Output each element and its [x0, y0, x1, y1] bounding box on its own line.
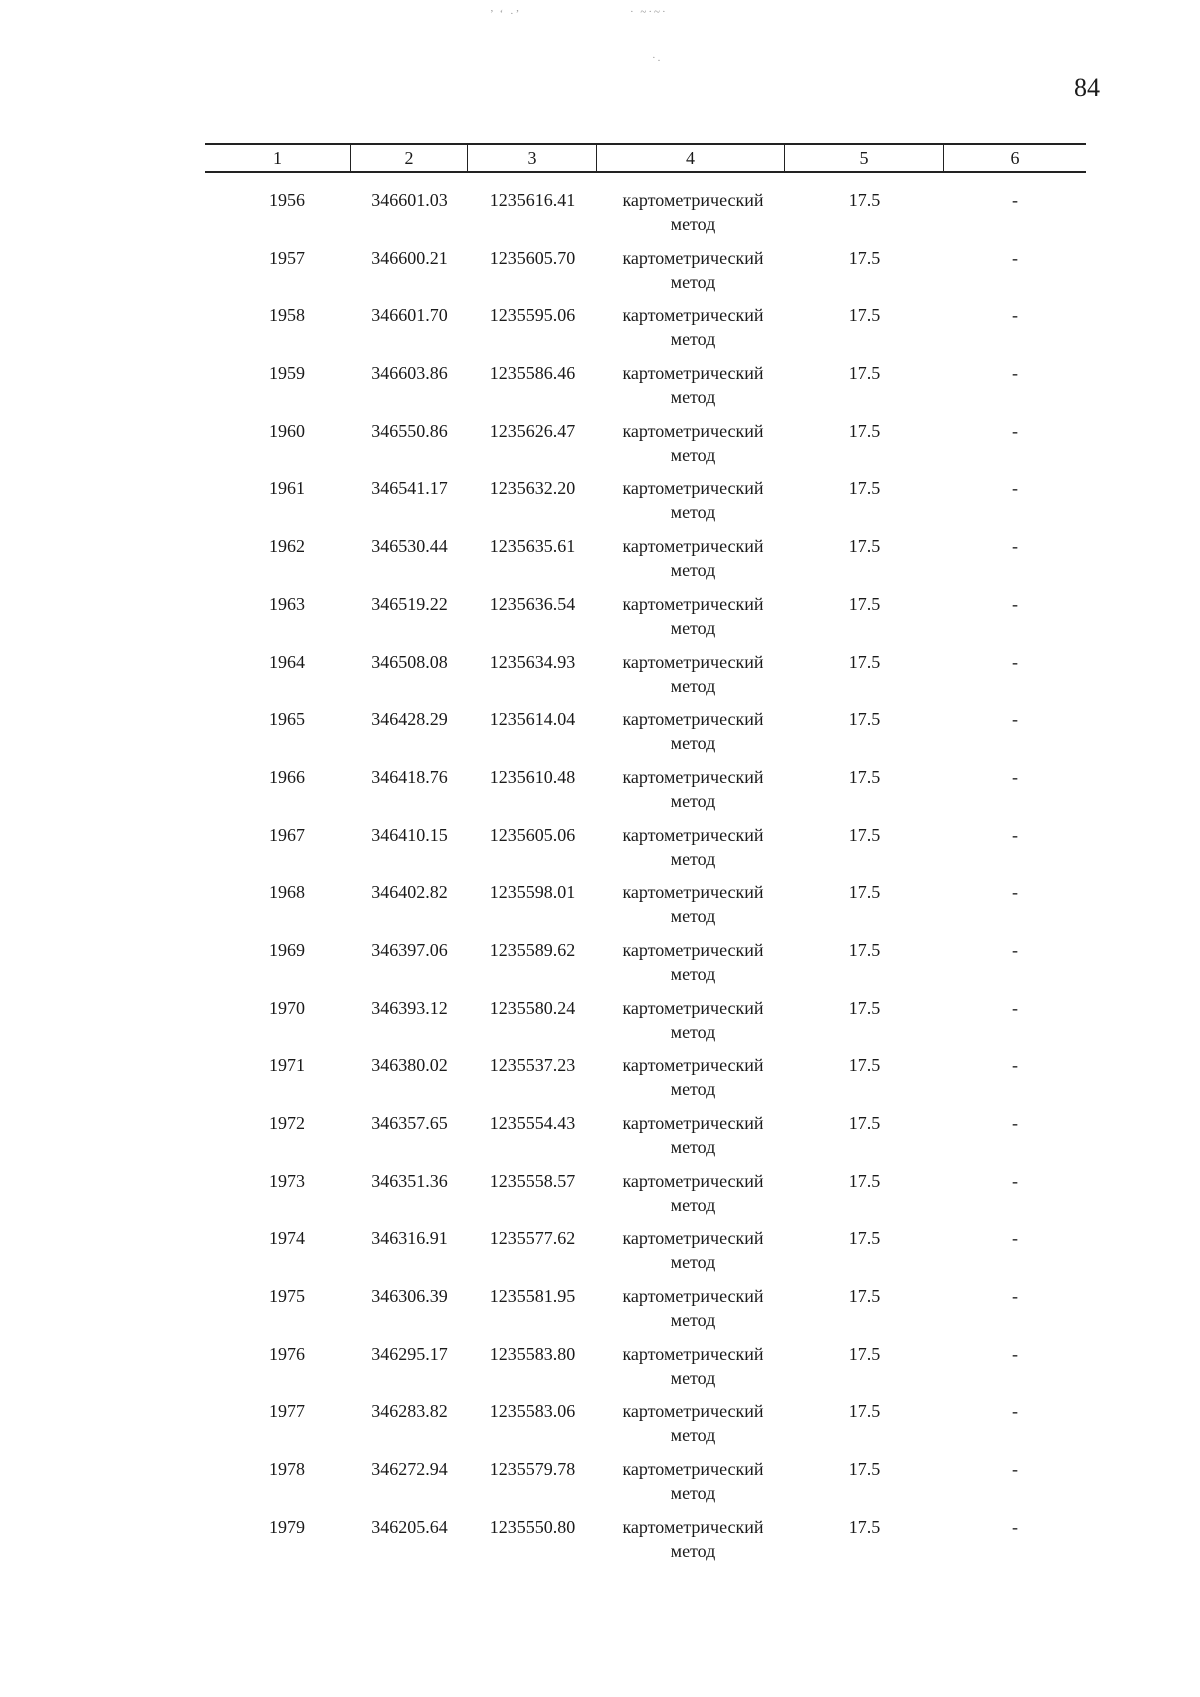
cell-coord-x: 346508.08 [371, 651, 448, 672]
cell-note: - [1012, 420, 1018, 441]
cell-method [597, 650, 785, 708]
cell-method-line-1: картометрический [622, 190, 764, 210]
cell-coord-y: 1235577.62 [489, 1228, 576, 1249]
cell-method [597, 1111, 785, 1169]
cell-method [597, 1169, 785, 1227]
cell-method [597, 246, 785, 304]
scan-noise-top-center: ·. [652, 52, 663, 64]
table-header [205, 143, 1086, 173]
cell-coord-y: 1235580.24 [489, 997, 576, 1018]
cell-coord-y: 1235605.06 [489, 824, 576, 845]
cell-coord-x: 346601.70 [371, 305, 448, 326]
cell-coord-y: 1235632.20 [489, 478, 576, 499]
cell-coord-y: 1235634.93 [489, 651, 576, 672]
cell-method-line-2: метод [670, 617, 716, 638]
cell-point-number: 1965 [269, 709, 305, 730]
table-row [205, 1226, 1086, 1284]
cell-method-line-2: метод [670, 214, 716, 234]
cell-method [597, 419, 785, 477]
cell-note: - [1012, 651, 1018, 672]
cell-method-line-1: картометрический [622, 766, 764, 787]
table-row [205, 823, 1086, 881]
table-row [205, 476, 1086, 534]
cell-accuracy: 17.5 [848, 997, 881, 1018]
cell-method-line-1: картометрический [622, 1459, 764, 1480]
page-number: 84 [1074, 73, 1100, 102]
cell-method-line-1: картометрический [622, 593, 764, 614]
cell-method [597, 707, 785, 765]
cell-point-number: 1975 [269, 1286, 305, 1307]
cell-method-line-2: метод [670, 733, 716, 754]
cell-coord-x: 346357.65 [371, 1113, 448, 1133]
cell-point-number: 1966 [269, 766, 305, 787]
cell-method [597, 1399, 785, 1457]
cell-method-line-2: метод [670, 675, 716, 696]
cell-method [597, 592, 785, 650]
table-row [205, 188, 1086, 246]
cell-coord-y: 1235614.04 [489, 709, 576, 730]
table-row [205, 707, 1086, 765]
cell-note: - [1012, 1055, 1018, 1076]
scan-noise-top-left: ’ ‘ ·’ [490, 8, 522, 20]
cell-coord-x: 346550.86 [371, 420, 448, 441]
scan-noise-top-right: · ~·~· [630, 6, 668, 18]
cell-method-line-2: метод [670, 502, 716, 523]
cell-note: - [1012, 1401, 1018, 1422]
cell-method [597, 1342, 785, 1400]
cell-point-number: 1957 [269, 247, 305, 268]
cell-note: - [1012, 709, 1018, 730]
cell-accuracy: 17.5 [848, 1343, 881, 1364]
cell-coord-x: 346295.17 [371, 1343, 448, 1364]
cell-coord-y: 1235636.54 [489, 593, 576, 614]
table-row [205, 1053, 1086, 1111]
cell-method-line-2: метод [670, 560, 716, 581]
cell-note: - [1012, 1459, 1018, 1480]
cell-method [597, 1053, 785, 1111]
cell-point-number: 1967 [269, 824, 305, 845]
header-col-2: 2 [351, 145, 468, 171]
cell-method-line-1: картометрический [622, 1228, 764, 1249]
cell-method-line-2: метод [670, 387, 716, 408]
cell-point-number: 1976 [269, 1343, 305, 1364]
cell-point-number: 1960 [269, 420, 305, 441]
cell-accuracy: 17.5 [848, 709, 881, 730]
table-row [205, 1169, 1086, 1227]
cell-method [597, 303, 785, 361]
cell-accuracy: 17.5 [848, 766, 881, 787]
cell-point-number: 1971 [269, 1055, 305, 1076]
cell-coord-y: 1235554.43 [489, 1113, 576, 1133]
cell-coord-y: 1235598.01 [489, 882, 576, 903]
cell-note: - [1012, 1516, 1018, 1537]
cell-point-number: 1963 [269, 593, 305, 614]
cell-method-line-2: метод [670, 848, 716, 869]
cell-accuracy: 17.5 [848, 1286, 881, 1307]
cell-coord-y: 1235583.06 [489, 1401, 576, 1422]
cell-method [597, 534, 785, 592]
table-row [205, 650, 1086, 708]
cell-note: - [1012, 1170, 1018, 1191]
header-col-5: 5 [785, 145, 944, 171]
cell-accuracy: 17.5 [848, 305, 881, 326]
cell-coord-y: 1235605.70 [489, 247, 576, 268]
cell-accuracy: 17.5 [848, 536, 881, 557]
cell-coord-y: 1235586.46 [489, 363, 576, 384]
cell-coord-y: 1235616.41 [489, 190, 576, 210]
header-col-3: 3 [468, 145, 597, 171]
cell-coord-x: 346272.94 [371, 1459, 448, 1480]
cell-accuracy: 17.5 [848, 824, 881, 845]
header-col-6: 6 [1010, 148, 1020, 168]
cell-method [597, 823, 785, 881]
table-row [205, 303, 1086, 361]
cell-method-line-2: метод [670, 963, 716, 984]
cell-method-line-1: картометрический [622, 363, 764, 384]
cell-method-line-1: картометрический [622, 651, 764, 672]
cell-method [597, 765, 785, 823]
cell-coord-x: 346397.06 [371, 939, 448, 960]
table-row [205, 1284, 1086, 1342]
cell-note: - [1012, 536, 1018, 557]
cell-coord-y: 1235583.80 [489, 1343, 576, 1364]
cell-coord-x: 346316.91 [371, 1228, 448, 1249]
cell-method-line-2: метод [670, 329, 716, 350]
cell-method-line-1: картометрический [622, 1343, 764, 1364]
cell-method-line-1: картометрический [622, 939, 764, 960]
cell-method [597, 1284, 785, 1342]
cell-method-line-2: метод [670, 1540, 716, 1561]
cell-method-line-2: метод [670, 1194, 716, 1215]
cell-method-line-1: картометрический [622, 478, 764, 499]
cell-accuracy: 17.5 [848, 1459, 881, 1480]
cell-method-line-1: картометрический [622, 1055, 764, 1076]
cell-method [597, 1226, 785, 1284]
table-row [205, 361, 1086, 419]
cell-method-line-1: картометрический [622, 247, 764, 268]
table-row [205, 880, 1086, 938]
cell-method [597, 476, 785, 534]
table-body [205, 188, 1086, 1573]
cell-method [597, 188, 785, 246]
cell-point-number: 1956 [269, 190, 305, 210]
table-row [205, 765, 1086, 823]
cell-coord-x: 346205.64 [371, 1516, 448, 1537]
cell-accuracy: 17.5 [848, 478, 881, 499]
table-row [205, 1399, 1086, 1457]
cell-method-line-1: картометрический [622, 709, 764, 730]
cell-coord-x: 346519.22 [371, 593, 448, 614]
cell-accuracy: 17.5 [848, 190, 881, 210]
cell-method-line-1: картометрический [622, 420, 764, 441]
cell-coord-x: 346600.21 [371, 247, 448, 268]
cell-accuracy: 17.5 [848, 247, 881, 268]
cell-point-number: 1968 [269, 882, 305, 903]
cell-accuracy: 17.5 [848, 1113, 881, 1133]
cell-accuracy: 17.5 [848, 882, 881, 903]
cell-coord-y: 1235610.48 [489, 766, 576, 787]
cell-note: - [1012, 305, 1018, 326]
cell-coord-y: 1235581.95 [489, 1286, 576, 1307]
cell-method-line-2: метод [670, 444, 716, 465]
cell-point-number: 1961 [269, 478, 305, 499]
cell-note: - [1012, 190, 1018, 210]
cell-note: - [1012, 766, 1018, 787]
cell-method-line-2: метод [670, 1425, 716, 1446]
cell-method-line-1: картометрический [622, 1401, 764, 1422]
cell-coord-x: 346428.29 [371, 709, 448, 730]
cell-method [597, 361, 785, 419]
cell-coord-x: 346530.44 [371, 536, 448, 557]
cell-accuracy: 17.5 [848, 363, 881, 384]
cell-note: - [1012, 247, 1018, 268]
cell-note: - [1012, 939, 1018, 960]
header-col-1: 1 [205, 145, 351, 171]
cell-coord-y: 1235579.78 [489, 1459, 576, 1480]
cell-accuracy: 17.5 [848, 1516, 881, 1537]
cell-coord-y: 1235550.80 [489, 1516, 576, 1537]
cell-note: - [1012, 1286, 1018, 1307]
table-row [205, 1515, 1086, 1573]
cell-method-line-1: картометрический [622, 1113, 764, 1133]
cell-coord-x: 346380.02 [371, 1055, 448, 1076]
cell-method-line-1: картометрический [622, 536, 764, 557]
cell-point-number: 1964 [269, 651, 305, 672]
cell-coord-x: 346603.86 [371, 363, 448, 384]
cell-coord-x: 346306.39 [371, 1286, 448, 1307]
cell-method-line-2: метод [670, 906, 716, 927]
table-row [205, 419, 1086, 477]
cell-accuracy: 17.5 [848, 1170, 881, 1191]
cell-coord-y: 1235626.47 [489, 420, 576, 441]
cell-point-number: 1962 [269, 536, 305, 557]
cell-accuracy: 17.5 [848, 651, 881, 672]
cell-coord-y: 1235595.06 [489, 305, 576, 326]
cell-point-number: 1972 [269, 1113, 305, 1133]
cell-coord-x: 346402.82 [371, 882, 448, 903]
cell-method-line-2: метод [670, 1483, 716, 1504]
cell-coord-x: 346283.82 [371, 1401, 448, 1422]
cell-note: - [1012, 478, 1018, 499]
cell-method-line-1: картометрический [622, 1516, 764, 1537]
cell-point-number: 1977 [269, 1401, 305, 1422]
table-row [205, 246, 1086, 304]
cell-coord-x: 346601.03 [371, 190, 448, 210]
table-row [205, 1342, 1086, 1400]
cell-method [597, 1515, 785, 1573]
cell-method-line-1: картометрический [622, 1170, 764, 1191]
cell-point-number: 1978 [269, 1459, 305, 1480]
cell-method-line-2: метод [670, 790, 716, 811]
cell-method-line-1: картометрический [622, 824, 764, 845]
cell-accuracy: 17.5 [848, 1401, 881, 1422]
cell-method-line-1: картометрический [622, 997, 764, 1018]
cell-coord-y: 1235558.57 [489, 1170, 576, 1191]
cell-coord-x: 346393.12 [371, 997, 448, 1018]
cell-method-line-2: метод [670, 1310, 716, 1331]
table-row [205, 1111, 1086, 1169]
cell-note: - [1012, 1113, 1018, 1133]
cell-coord-x: 346541.17 [371, 478, 448, 499]
cell-method [597, 938, 785, 996]
table-row [205, 938, 1086, 996]
cell-coord-x: 346351.36 [371, 1170, 448, 1191]
cell-coord-y: 1235537.23 [489, 1055, 576, 1076]
cell-coord-x: 346410.15 [371, 824, 448, 845]
cell-accuracy: 17.5 [848, 593, 881, 614]
header-col-4: 4 [597, 145, 785, 171]
table-row [205, 534, 1086, 592]
cell-point-number: 1973 [269, 1170, 305, 1191]
cell-accuracy: 17.5 [848, 939, 881, 960]
cell-method [597, 1457, 785, 1515]
cell-note: - [1012, 824, 1018, 845]
table-row [205, 592, 1086, 650]
cell-coord-x: 346418.76 [371, 766, 448, 787]
cell-method-line-2: метод [670, 271, 716, 292]
cell-accuracy: 17.5 [848, 1228, 881, 1249]
cell-method-line-1: картометрический [622, 882, 764, 903]
cell-note: - [1012, 593, 1018, 614]
cell-method-line-2: метод [670, 1079, 716, 1100]
cell-method-line-2: метод [670, 1252, 716, 1273]
cell-point-number: 1970 [269, 997, 305, 1018]
cell-method-line-2: метод [670, 1137, 716, 1157]
cell-point-number: 1969 [269, 939, 305, 960]
cell-method [597, 996, 785, 1054]
cell-note: - [1012, 363, 1018, 384]
cell-method-line-1: картометрический [622, 1286, 764, 1307]
cell-note: - [1012, 997, 1018, 1018]
cell-method-line-2: метод [670, 1367, 716, 1388]
table-row [205, 1457, 1086, 1515]
cell-point-number: 1958 [269, 305, 305, 326]
cell-accuracy: 17.5 [848, 420, 881, 441]
cell-note: - [1012, 882, 1018, 903]
cell-note: - [1012, 1343, 1018, 1364]
cell-method [597, 880, 785, 938]
cell-point-number: 1974 [269, 1228, 305, 1249]
cell-method-line-2: метод [670, 1021, 716, 1042]
cell-point-number: 1959 [269, 363, 305, 384]
cell-coord-y: 1235635.61 [489, 536, 576, 557]
cell-coord-y: 1235589.62 [489, 939, 576, 960]
cell-method-line-1: картометрический [622, 305, 764, 326]
cell-note: - [1012, 1228, 1018, 1249]
cell-accuracy: 17.5 [848, 1055, 881, 1076]
cell-point-number: 1979 [269, 1516, 305, 1537]
table-row [205, 996, 1086, 1054]
